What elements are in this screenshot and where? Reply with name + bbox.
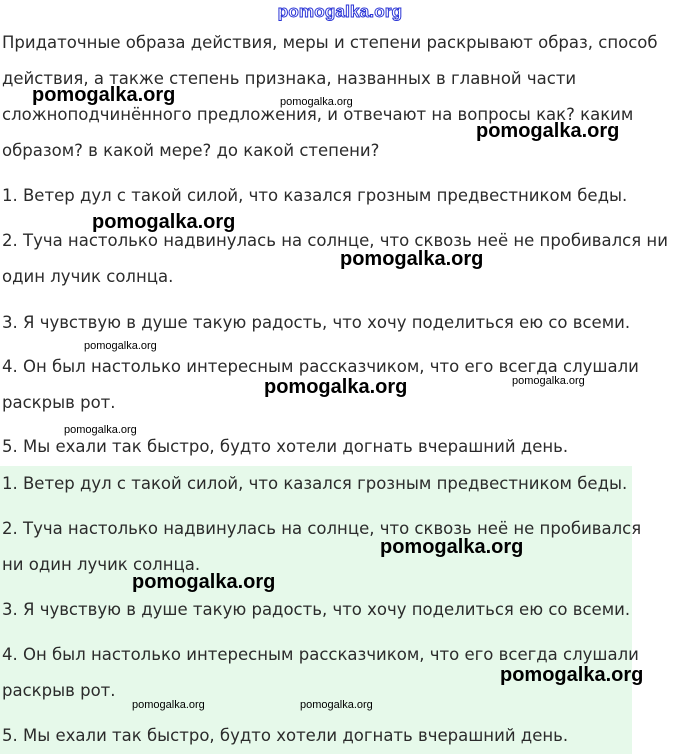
watermark: pomogalka.org [380,536,524,558]
watermark: pomogalka.org [280,96,353,108]
answer-1: 1. Ветер дул с такой силой, что казался грозным предвестником беды. [2,474,628,493]
watermark: pomogalka.org [500,664,644,686]
watermark: pomogalka.org [64,424,137,436]
example-2-line-2: один лучик солнца. [2,267,174,286]
watermark: pomogalka.org [264,376,408,398]
watermark: pomogalka.org [476,120,620,142]
example-4-line-2: раскрыв рот. [2,393,116,412]
answer-5: 5. Мы ехали так быстро, будто хотели догнать вчерашний день. [2,726,569,745]
answer-4-line-2: раскрыв рот. [2,681,116,700]
example-4-line-1: 4. Он был настолько интересным рассказчиком, что его всегда слушали [2,357,639,376]
watermark: pomogalka.org [84,340,157,352]
answer-2-line-1: 2. Туча настолько надвинулась на солнце, что сквозь неё не пробивался [2,519,642,538]
intro-line: Придаточные образа действия, меры и степени раскрывают образ, способ [2,33,658,52]
example-1: 1. Ветер дул с такой силой, что казался грозным предвестником беды. [2,186,628,205]
intro-line: сложноподчинённого предложения, и отвечают на вопросы как? каким [2,105,634,124]
watermark: pomogalka.org [132,571,276,593]
answer-4-line-1: 4. Он был настолько интересным рассказчиком, что его всегда слушали [2,645,639,664]
watermark: pomogalka.org [92,211,236,233]
example-5: 5. Мы ехали так быстро, будто хотели догнать вчерашний день. [2,437,569,456]
site-logo[interactable]: pomogalka.org [277,2,403,21]
watermark: pomogalka.org [512,375,585,387]
watermark: pomogalka.org [340,248,484,270]
intro-line: действия, а также степень признака, названных в главной части [2,69,577,88]
example-3: 3. Я чувствую в душе такую радость, что хочу поделиться ею со всеми. [2,313,631,332]
answer-2-line-2: ни один лучик солнца. [2,555,201,574]
watermark: pomogalka.org [300,699,373,711]
example-2-line-1: 2. Туча настолько надвинулась на солнце, что сквозь неё не пробивался ни [2,231,668,250]
answer-3: 3. Я чувствую в душе такую радость, что хочу поделиться ею со всеми. [2,600,631,619]
watermark: pomogalka.org [32,84,176,106]
intro-line: образом? в какой мере? до какой степени? [2,141,380,160]
watermark: pomogalka.org [132,699,205,711]
